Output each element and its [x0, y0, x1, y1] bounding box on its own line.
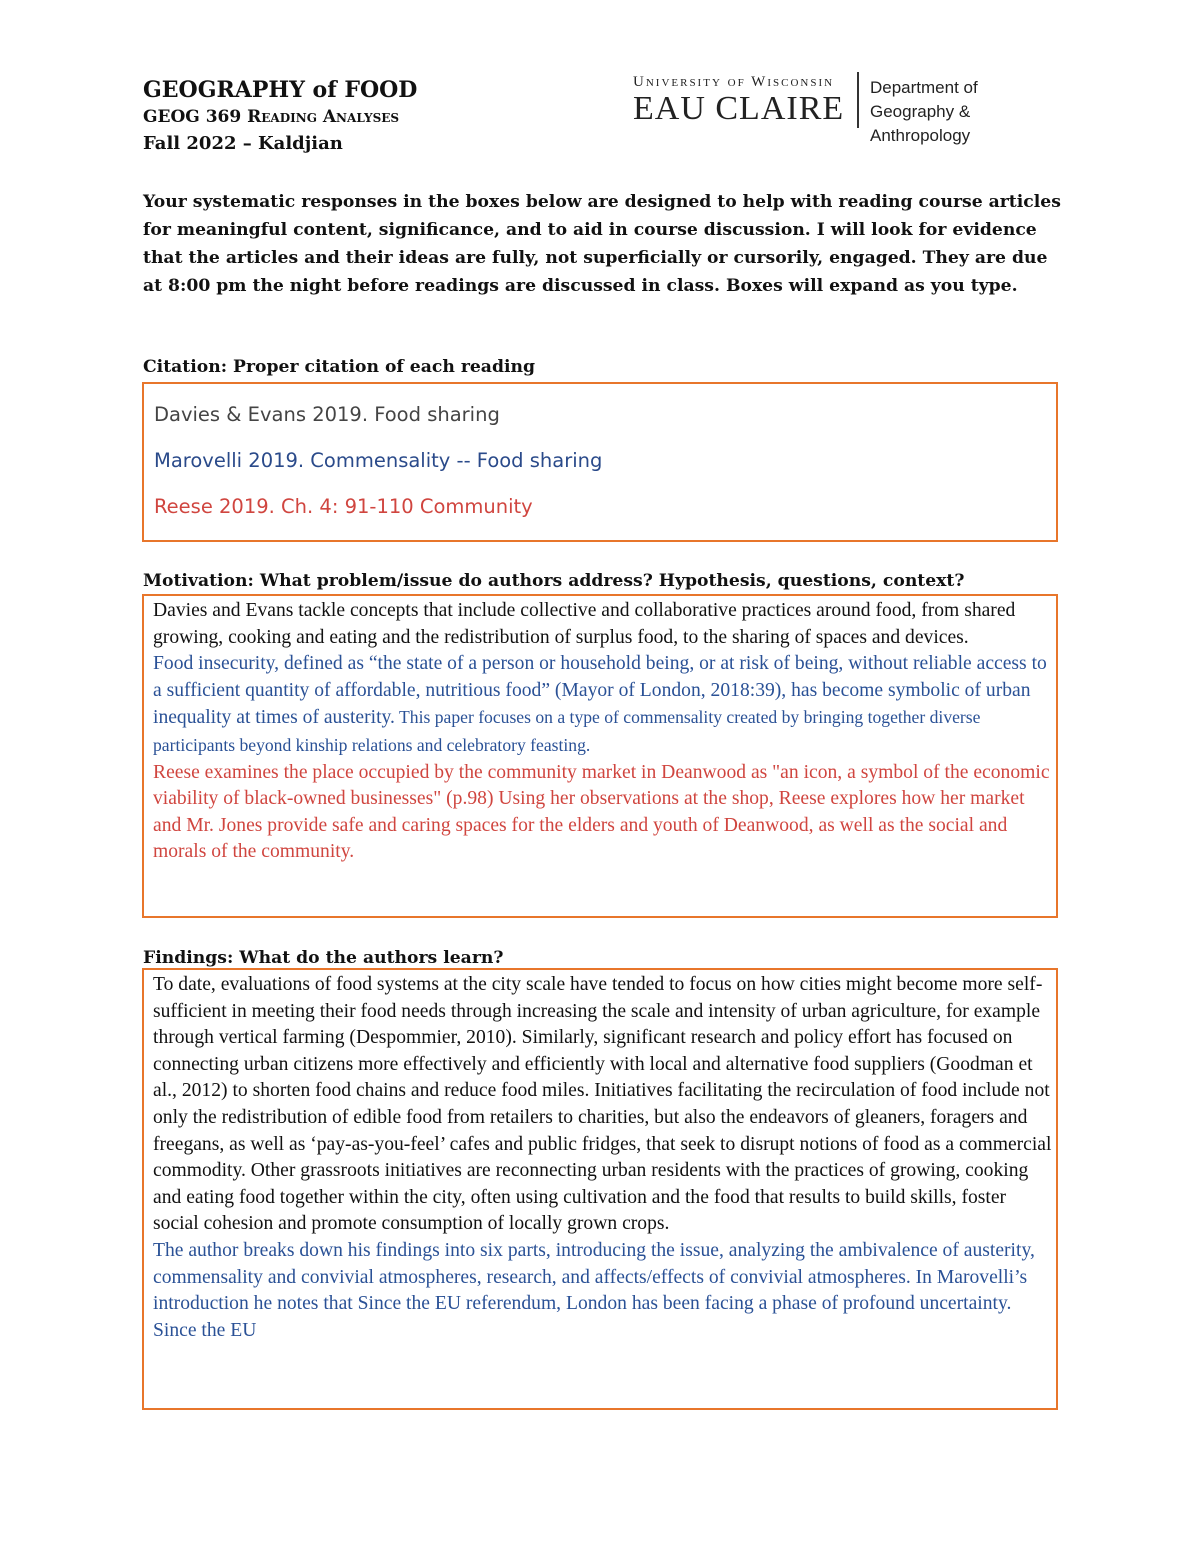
- document-header: [143, 76, 583, 158]
- course-term: Fall 2022 – Kaldjian: [143, 133, 343, 154]
- citation-line: Davies & Evans 2019. Food sharing: [154, 403, 500, 426]
- findings-box[interactable]: [142, 968, 1058, 1410]
- motivation-paragraph: [153, 651, 1053, 759]
- citation-box[interactable]: [142, 382, 1058, 542]
- logo-department-line2: Geography & Anthropology: [870, 102, 971, 145]
- logo-department-line1: Department of: [870, 78, 978, 97]
- motivation-box[interactable]: [142, 594, 1058, 918]
- motivation-text: [153, 598, 1053, 866]
- motivation-paragraph: Davies and Evans tackle concepts that include collective and collaborative practices around food, from shared growing, cooking and eating and the redistribution of surplus food, to the sharing of spaces and devices.: [153, 600, 1016, 648]
- findings-text: [153, 972, 1053, 1344]
- findings-heading: Findings: What do the authors learn?: [143, 948, 504, 968]
- logo-divider: [857, 72, 859, 128]
- logo-campus: EAU CLAIRE: [633, 90, 845, 127]
- university-logo: [633, 72, 1063, 145]
- findings-paragraph: The author breaks down his findings into six parts, introducing the issue, analyzing the ambivalence of austerity, commensality and convivial atmospheres, research, and affects/effects of convivial atmospheres. In Marovelli’s introduction he notes that Since the EU referendum, London has been facing a phase of profound uncertainty. Since the EU: [153, 1239, 1035, 1341]
- logo-department: [870, 76, 1070, 148]
- motivation-sentence: Food insecurity, defined as “the state of a person or household being, or at risk of being, without reliable access to a sufficient quantity of affordable, nutritious food” (Mayor of London, 2018:39), has become symbolic of urban inequality at times of austerity.: [153, 653, 1047, 729]
- motivation-heading: Motivation: What problem/issue do authors address? Hypothesis, questions, context?: [143, 571, 965, 591]
- course-name: Reading Analyses: [247, 107, 400, 127]
- citation-heading: Citation: Proper citation of each reading: [143, 357, 536, 377]
- course-code: GEOG 369: [143, 107, 248, 127]
- course-subtitle: [143, 104, 583, 130]
- motivation-sentence: This paper focuses on a type of commensality created by bringing together diverse participants beyond kinship relations and celebratory feasting.: [153, 707, 981, 755]
- course-title: GEOGRAPHY of FOOD: [143, 77, 418, 103]
- motivation-paragraph: Reese examines the place occupied by the community market in Deanwood as "an icon, a symbol of the economic viability of black-owned businesses" (p.98) Using her observations at the shop, Reese explores how her market and Mr. Jones provide safe and caring spaces for the elders and youth of Deanwood, as well as the social and morals of the community.: [153, 761, 1050, 863]
- findings-paragraph: To date, evaluations of food systems at the city scale have tended to focus on how cities might become more self-sufficient in meeting their food needs through increasing the scale and intensity of urban agriculture, for example through vertical farming (Despommier, 2010). Similarly, significant research and policy effort has focused on connecting urban citizens more effectively and efficiently with local and alternative food suppliers (Goodman et al., 2012) to shorten food chains and reduce food miles. Initiatives facilitating the recirculation of food include not only the redistribution of edible food from retailers to charities, but also the endeavors of gleaners, foragers and freegans, as well as ‘pay-as-you-feel’ cafes and public fridges, that seek to disrupt notions of food as a commercial commodity. Other grassroots initiatives are reconnecting urban residents with the practices of growing, cooking and eating food together within the city, often using cultivation and the food that results to build skills, foster social cohesion and promote consumption of locally grown crops.: [153, 974, 1052, 1235]
- citation-line: Marovelli 2019. Commensality -- Food sharing: [154, 449, 603, 472]
- citation-line: Reese 2019. Ch. 4: 91-110 Community: [154, 495, 533, 518]
- intro-paragraph: Your systematic responses in the boxes below are designed to help with reading course articles for meaningful content, significance, and to aid in course discussion. I will look for evidence that the articles and their ideas are fully, not superficially or cursorily, engaged. They are due at 8:00 pm the night before readings are discussed in class. Boxes will expand as you type.: [143, 192, 1061, 296]
- logo-university: University of Wisconsin: [633, 74, 835, 90]
